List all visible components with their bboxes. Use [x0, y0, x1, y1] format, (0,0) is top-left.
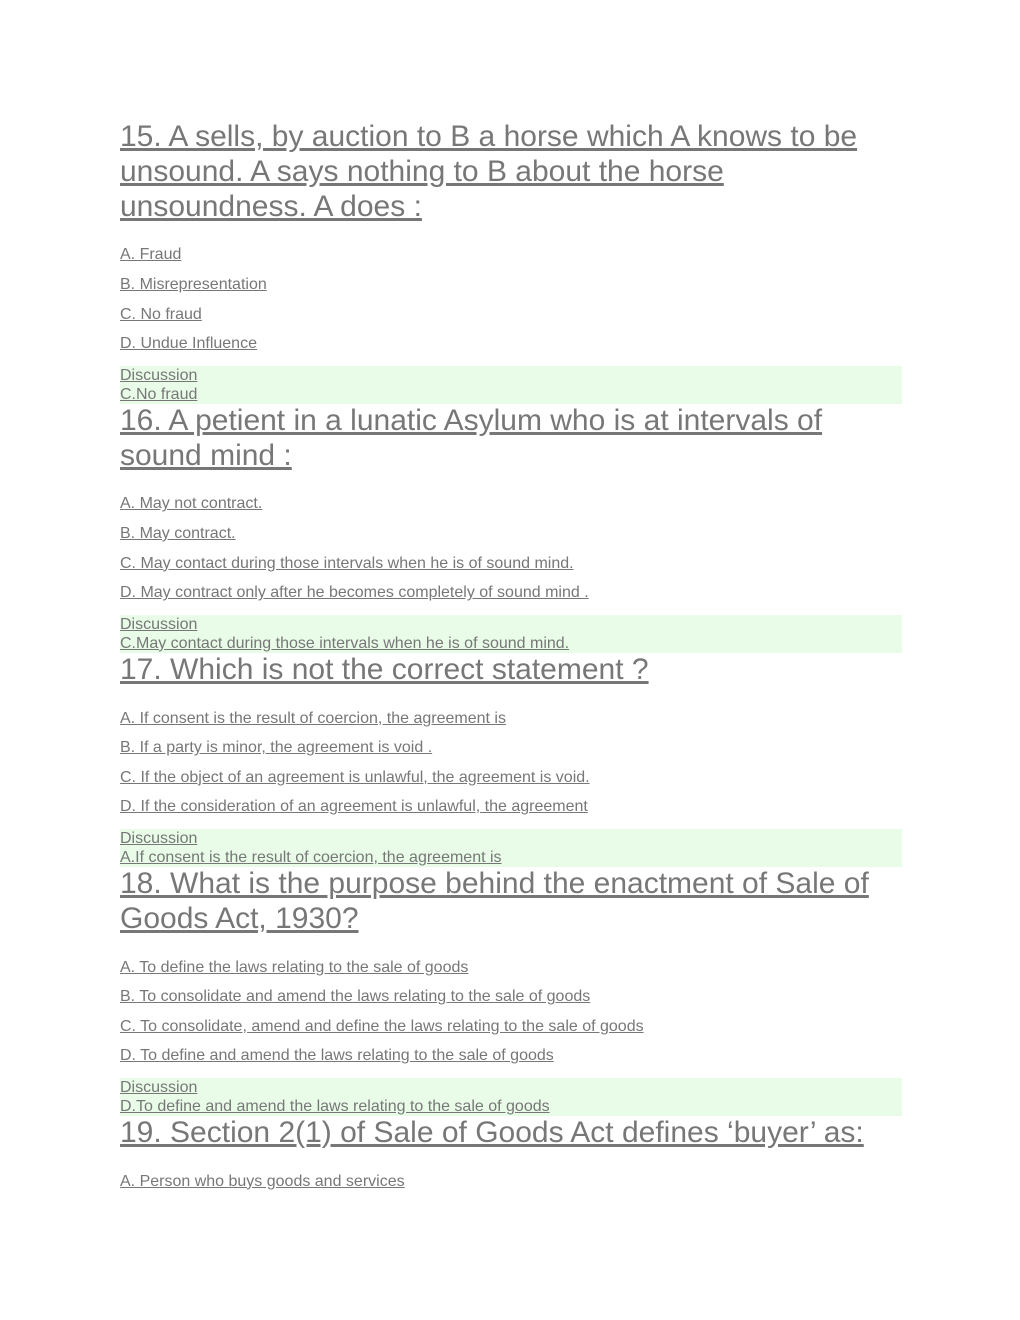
discussion-box	[120, 829, 902, 867]
discussion-link[interactable]: Discussion	[120, 1078, 198, 1096]
answer-option-link[interactable]: A. May not contract.	[120, 495, 263, 513]
correct-answer-link[interactable]: C.No fraud	[120, 385, 198, 403]
correct-answer-link[interactable]: C.May contact during those intervals when he is of sound mind.	[120, 634, 570, 652]
question-title-link[interactable]: 15. A sells, by auction to B a horse which A knows to be unsound. A says nothing to B about the horse unsoundness. A does :	[120, 120, 858, 223]
discussion-box	[120, 615, 902, 653]
discussion-box	[120, 366, 902, 404]
answer-option-link[interactable]: A. If consent is the result of coercion, the agreement is	[120, 709, 506, 727]
answer-option-link[interactable]: B. If a party is minor, the agreement is void .	[120, 739, 433, 757]
document-page	[120, 120, 902, 1196]
question-title-link[interactable]: 18. What is the purpose behind the enactment of Sale of Goods Act, 1930?	[120, 866, 869, 935]
answer-option-link[interactable]: B. Misrepresentation	[120, 275, 267, 293]
discussion-link[interactable]: Discussion	[120, 366, 198, 384]
answer-option-link[interactable]: A. Fraud	[120, 246, 182, 264]
answer-option-link[interactable]: D. May contract only after he becomes completely of sound mind .	[120, 584, 589, 602]
question-title-link[interactable]: 19. Section 2(1) of Sale of Goods Act defines ‘buyer’ as:	[120, 1115, 864, 1149]
answer-option-link[interactable]: A. Person who buys goods and services	[120, 1172, 405, 1190]
question-block	[120, 1116, 902, 1196]
answer-option-link[interactable]: C. If the object of an agreement is unlawful, the agreement is void.	[120, 768, 590, 786]
discussion-link[interactable]: Discussion	[120, 829, 198, 847]
answer-option-link[interactable]: D. If the consideration of an agreement is unlawful, the agreement	[120, 798, 588, 816]
discussion-box	[120, 1078, 902, 1116]
answer-option-link[interactable]: D. To define and amend the laws relating to the sale of goods	[120, 1047, 554, 1065]
answer-option-link[interactable]: C. To consolidate, amend and define the laws relating to the sale of goods	[120, 1017, 644, 1035]
answer-option-link[interactable]: C. May contact during those intervals when he is of sound mind.	[120, 554, 574, 572]
answer-option-link[interactable]: B. May contract.	[120, 524, 236, 542]
answer-option-link[interactable]: B. To consolidate and amend the laws relating to the sale of goods	[120, 988, 591, 1006]
question-block	[120, 120, 902, 404]
correct-answer-link[interactable]: A.If consent is the result of coercion, the agreement is	[120, 848, 502, 866]
answer-option-link[interactable]: A. To define the laws relating to the sale of goods	[120, 958, 469, 976]
discussion-link[interactable]: Discussion	[120, 615, 198, 633]
answer-option-link[interactable]: D. Undue Influence	[120, 335, 257, 353]
question-block	[120, 867, 902, 1116]
question-block	[120, 404, 902, 653]
question-block	[120, 653, 902, 867]
question-title-link[interactable]: 17. Which is not the correct statement ?	[120, 652, 649, 686]
question-title-link[interactable]: 16. A petient in a lunatic Asylum who is at intervals of sound mind :	[120, 403, 823, 472]
correct-answer-link[interactable]: D.To define and amend the laws relating to the sale of goods	[120, 1097, 550, 1115]
answer-option-link[interactable]: C. No fraud	[120, 305, 202, 323]
